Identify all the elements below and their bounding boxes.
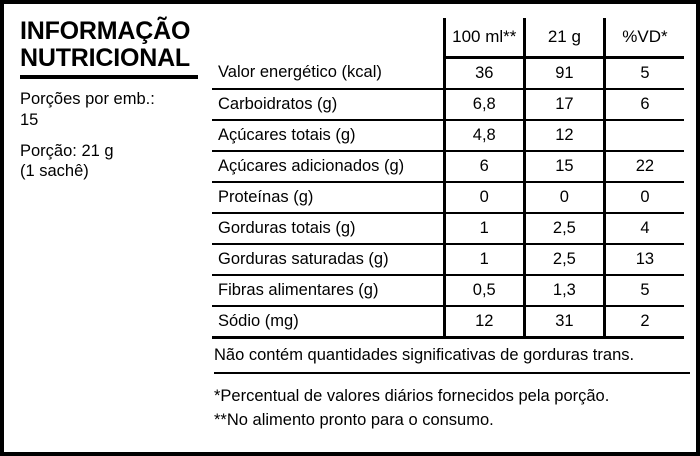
portion-size-block bbox=[20, 141, 210, 183]
table-row bbox=[212, 89, 684, 120]
row-name: Valor energético (kcal) bbox=[212, 58, 444, 90]
page-title bbox=[20, 18, 198, 79]
row-per-100ml: 6 bbox=[444, 151, 524, 182]
nutrition-table bbox=[212, 18, 684, 339]
row-per-portion: 31 bbox=[524, 306, 604, 338]
row-per-portion: 2,5 bbox=[524, 213, 604, 244]
portion-size: Porção: 21 g bbox=[20, 141, 114, 160]
row-vd bbox=[604, 120, 684, 151]
row-per-portion: 15 bbox=[524, 151, 604, 182]
table-row bbox=[212, 58, 684, 90]
row-per-portion: 1,3 bbox=[524, 275, 604, 306]
table-row bbox=[212, 182, 684, 213]
row-per-100ml: 0 bbox=[444, 182, 524, 213]
row-per-portion: 91 bbox=[524, 58, 604, 90]
title-line-2: NUTRICIONAL bbox=[20, 43, 191, 72]
header-nutrient bbox=[212, 18, 444, 58]
table-row bbox=[212, 306, 684, 338]
row-name: Açúcares adicionados (g) bbox=[212, 151, 444, 182]
row-per-100ml: 1 bbox=[444, 213, 524, 244]
row-vd: 13 bbox=[604, 244, 684, 275]
row-name: Sódio (mg) bbox=[212, 306, 444, 338]
row-vd: 6 bbox=[604, 89, 684, 120]
header-per-100ml: 100 ml** bbox=[444, 18, 524, 58]
row-vd: 5 bbox=[604, 58, 684, 90]
title-line-1: INFORMAÇÃO bbox=[20, 17, 191, 45]
row-per-100ml: 1 bbox=[444, 244, 524, 275]
portion-unit: (1 sachê) bbox=[20, 162, 89, 181]
row-per-100ml: 36 bbox=[444, 58, 524, 90]
ready-to-eat-note: **No alimento pronto para o consumo. bbox=[214, 410, 494, 429]
row-name: Fibras alimentares (g) bbox=[212, 275, 444, 306]
table-row bbox=[212, 275, 684, 306]
row-vd: 0 bbox=[604, 182, 684, 213]
table-row bbox=[212, 213, 684, 244]
row-vd: 22 bbox=[604, 151, 684, 182]
trans-fat-note: Não contém quantidades significativas de gorduras trans. bbox=[214, 345, 690, 374]
row-per-100ml: 4,8 bbox=[444, 120, 524, 151]
row-per-portion: 0 bbox=[524, 182, 604, 213]
nutrition-table-wrapper bbox=[212, 18, 684, 339]
portions-per-package bbox=[20, 89, 210, 131]
table-row bbox=[212, 244, 684, 275]
row-vd: 2 bbox=[604, 306, 684, 338]
row-vd: 4 bbox=[604, 213, 684, 244]
table-row bbox=[212, 151, 684, 182]
row-per-portion: 17 bbox=[524, 89, 604, 120]
row-per-portion: 2,5 bbox=[524, 244, 604, 275]
header-per-portion: 21 g bbox=[524, 18, 604, 58]
row-name: Gorduras totais (g) bbox=[212, 213, 444, 244]
row-name: Gorduras saturadas (g) bbox=[212, 244, 444, 275]
table-header-row bbox=[212, 18, 684, 58]
row-name: Carboidratos (g) bbox=[212, 89, 444, 120]
header-vd: %VD* bbox=[604, 18, 684, 58]
row-per-100ml: 12 bbox=[444, 306, 524, 338]
row-name: Proteínas (g) bbox=[212, 182, 444, 213]
portions-value: 15 bbox=[20, 110, 39, 129]
table-row bbox=[212, 120, 684, 151]
label-footnotes bbox=[214, 345, 692, 431]
row-name: Açúcares totais (g) bbox=[212, 120, 444, 151]
portions-label: Porções por emb.: bbox=[20, 90, 155, 108]
row-per-100ml: 0,5 bbox=[444, 275, 524, 306]
row-vd: 5 bbox=[604, 275, 684, 306]
row-per-portion: 12 bbox=[524, 120, 604, 151]
row-per-100ml: 6,8 bbox=[444, 89, 524, 120]
daily-value-note: *Percentual de valores diários fornecidos pela porção. bbox=[214, 387, 610, 406]
label-info-column bbox=[20, 18, 210, 182]
